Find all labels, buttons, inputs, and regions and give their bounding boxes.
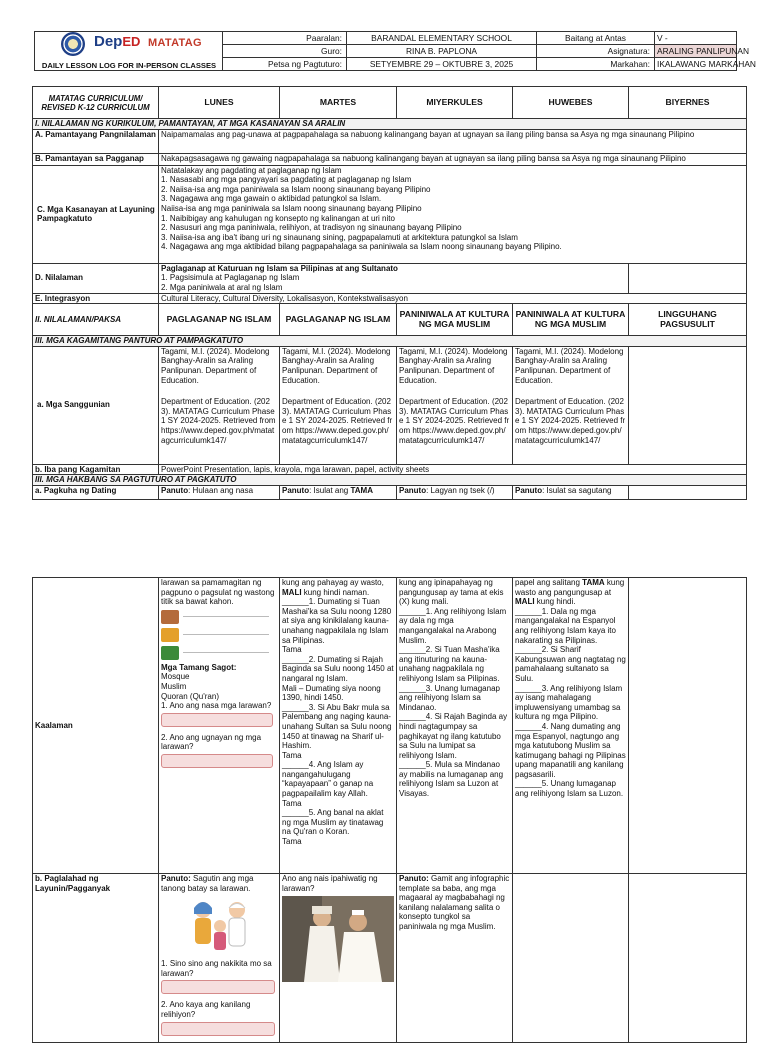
- kaalaman-huwebes-items: ______1. Dala ng mga mangangalakal na Espanyol ang relihiyong Islam kaya ito nakarating sa Pilipinas. ______2. Si Sharif Kabungsuwan ang nagtatag ng pamahalaang sultanato sa Sulu. ______3. Ang relihiyong Islam ay isang mahalagang impluwensiyang umambag sa kultura ng mga Pilipino. ______4. Nang dumating ang mga Espanyol, nagtungo ang mga katutubong Muslim sa katimugang bahagi ng Pilipinas upang mapanatili ang kanilang pagsasarili. ______5. Unang lumaganap ang relihiyong Islam sa Luzon.: [515, 606, 626, 799]
- markahan-label: Markahan:: [537, 58, 655, 71]
- paglalahad-miyerkules-text: Gamit ang infographic template sa baba, ang mga magaaral ay magbabahagi ng kanilang nalalamang salita o konsepto tungkol sa paniniwala ng mga Muslim.: [399, 874, 510, 931]
- sanggunian-huwebes-a: Tagami, M.I. (2024). Modelong Banghay-Aralin sa Araling Panlipunan. Department of Education.: [515, 346, 624, 385]
- col-header-miyerkules: MIYERKULES: [397, 87, 513, 119]
- paaralan-label: Paaralan:: [223, 32, 347, 45]
- mga-tamang-sagot-title: Mga Tamang Sagot:: [161, 662, 237, 672]
- kaalaman-biyernes: [629, 578, 747, 874]
- quran-book-icon: [161, 646, 179, 660]
- answer-box-q1[interactable]: [161, 713, 273, 727]
- kaalaman-miyerkules-instruction: kung ang ipinapahayag ng pangungusap ay tama at ekis (X) kung mali.: [399, 578, 504, 607]
- kaalaman-lunes: [159, 578, 280, 874]
- row-e-text: Cultural Literacy, Cultural Diversity, Lokalisasyon, Kontekstwalisasyon: [159, 293, 747, 304]
- muslim-people-icon: [161, 628, 179, 642]
- paglalahad-miyerkules: [397, 874, 513, 1043]
- row-ii-label: II. NILALAMAN/PAKSA: [33, 304, 159, 336]
- kaalaman-huwebes-instruction: papel ang salitang TAMA kung wasto ang pangungusap at MALI kung hindi.: [515, 578, 625, 607]
- deped-seal-icon: [61, 32, 85, 56]
- kagamitan-label: b. Iba pang Kagamitan: [33, 464, 159, 475]
- dating-martes: Panuto: Isulat ang TAMA: [280, 485, 397, 499]
- header-table: [34, 31, 756, 71]
- markahan-value: IKALAWANG MARKAHAN: [655, 58, 737, 71]
- sanggunian-miyerkules-a: Tagami, M.I. (2024). Modelong Banghay-Aralin sa Araling Panlipunan. Department of Education.: [399, 346, 508, 385]
- col-header-lunes: LUNES: [159, 87, 280, 119]
- deped-logo: DepED: [94, 33, 141, 50]
- paglalahad-martes-text: Ano ang nais ipahiwatig ng larawan?: [282, 874, 378, 893]
- kaalaman-lunes-q1: 1. Ano ang nasa mga larawan?: [161, 701, 272, 711]
- col-header-curriculum: MATATAG CURRICULUM/ REVISED K-12 CURRICULUM: [33, 87, 159, 119]
- section-i-heading: I. NILALAMAN NG KURIKULUM, PAMANTAYAN, AT MGA KASANAYAN SA ARALIN: [33, 119, 747, 130]
- topic-biyernes: LINGGUHANG PAGSUSULIT: [629, 304, 747, 336]
- petsa-label: Petsa ng Pagtuturo:: [223, 58, 347, 71]
- section-iii-heading: III. MGA KAGAMITANG PANTURO AT PAMPAGKATUTO: [33, 336, 747, 347]
- row-b-label: B. Pamantayan sa Pagganap: [33, 153, 159, 165]
- paglalahad-miyerkules-panuto: Panuto:: [399, 874, 429, 883]
- row-d-friday: [629, 263, 747, 293]
- row-a-text: Naipamamalas ang pag-unawa at pagpapahalaga sa nabuong kalinangang bayan at ugnayan sa ilang piling bansa sa Asya ng mga sinaunang Pilipino: [159, 129, 747, 153]
- sanggunian-martes-b: Department of Education. (2023). MATATAG Curriculum Phase 1 SY 2024-2025. Retrieved from https://www.deped.gov.ph/matatagcurriculumk147/: [282, 397, 393, 445]
- topic-martes: PAGLAGANAP NG ISLAM: [280, 304, 397, 336]
- answer-box-relihiyon[interactable]: [161, 1022, 275, 1036]
- dating-lunes: Panuto: Hulaan ang nasa: [159, 485, 280, 499]
- baitang-label: Baitang at Antas: [537, 32, 655, 45]
- logo-cell: [35, 32, 223, 71]
- kaalaman-martes: [280, 578, 397, 874]
- dating-miyerkules: Panuto: Lagyan ng tsek (/): [397, 485, 513, 499]
- row-d-title: Paglaganap at Katuruan ng Islam sa Pilipinas at ang Sultanato: [161, 263, 398, 273]
- page-2: [0, 575, 768, 1024]
- paglalahad-lunes-q1: 1. Sino sino ang nakikita mo sa larawan?: [161, 959, 272, 978]
- paglalahad-lunes: [159, 874, 280, 1043]
- paglalahad-lunes-q2: 2. Ano kaya ang kanilang relihiyon?: [161, 1000, 251, 1019]
- sanggunian-lunes-a: Tagami, M.I. (2024). Modelong Banghay-Aralin sa Araling Panlipunan. Department of Education.: [161, 346, 270, 385]
- dll-title: DAILY LESSON LOG FOR IN-PERSON CLASSES: [41, 61, 217, 70]
- kaalaman-miyerkules-items: ______1. Ang relihiyong Islam ay dala ng mga mangangalakal na Arabong Muslim. ______2. Si Tuan Masha'ika ang itinuturing na kauna-unahang nagpakilala ng relihiyong Islam sa Pilipinas. ______3. Unang lumaganap ang relihiyong Islam sa Mindanao. ______4. Si Rajah Baginda ay hindi nagtagumpay sa paghikayat ng ilang katutubo sa Sulu na lumipat sa relihiyong Islam. ______5. Mula sa Mindanao ay mabilis na lumaganap ang relihiyong Islam sa Luzon at Visayas.: [399, 606, 508, 799]
- dating-label: a. Pagkuha ng Dating: [33, 485, 159, 499]
- col-header-biyernes: BIYERNES: [629, 87, 747, 119]
- mosque-picture-icon: [161, 610, 179, 624]
- kaalaman-lunes-q2: 2. Ano ang ugnayan ng mga larawan?: [161, 732, 262, 752]
- dating-huwebes: Panuto: Isulat sa sagutang: [513, 485, 629, 499]
- row-c-text: Natatalakay ang pagdating at paglaganap ng Islam 1. Nasasabi ang mga pangyayari sa pagdating at paglaganap ng Islam 2. Naiisa-isa ang mga paniniwala sa Islam noong sinaunang bayang Pilipino 3. Nagagawa ang mga gawain o aktibidad patungkol sa Islam. Naiisa-isa ang mga paniniwala sa Islam noong sinaunang bayang Pilipino 1. Naibibigay ang kahulugan ng konsepto ng kalinangan at uri nito 2. Nasusuri ang mga paniniwala, relihiyon, at tradisyon ng sinaunang bayang Pilipino 3. Naiisa-isa ang iba't ibang uri ng sinaunang sining, pagpapalamuti at arkitektura patungkol sa Islam 4. Nagagawa ang mga aktibidad bilang pagpapahalaga sa paniniwala sa Islam noong sinaunang bayang Pilipino.: [159, 165, 747, 263]
- col-header-huwebes: HUWEBES: [513, 87, 629, 119]
- kagamitan-text: PowerPoint Presentation, lapis, krayola, mga larawan, papel, activity sheets: [159, 464, 747, 475]
- logo: [35, 32, 222, 58]
- sanggunian-huwebes-b: Department of Education. (2023). MATATAG Curriculum Phase 1 SY 2024-2025. Retrieved from https://www.deped.gov.ph/matatagcurriculumk147/: [515, 397, 626, 445]
- row-c-label: C. Mga Kasanayan at Layuning Pampagkatuto: [33, 165, 159, 263]
- answer-box-q2[interactable]: [161, 754, 273, 768]
- pope-and-imam-photo: [282, 896, 394, 982]
- sanggunian-label: a. Mga Sanggunian: [33, 346, 159, 464]
- row-d-text: 1. Pagsisimula at Paglaganap ng Islam 2. Mga paniniwala at aral ng Islam: [161, 273, 300, 292]
- asignatura-label: Asignatura:: [537, 45, 655, 58]
- kaalaman-label: Kaalaman: [33, 578, 159, 874]
- topic-lunes: PAGLAGANAP NG ISLAM: [159, 304, 280, 336]
- kaalaman-martes-instruction: kung ang pahayag ay wasto, MALI kung hindi naman.: [282, 578, 384, 597]
- word-puzzle-worksheet: [161, 609, 269, 661]
- topic-huwebes: PANINIWALA AT KULTURA NG MGA MUSLIM: [513, 304, 629, 336]
- row-b-text: Nakapagsasagawa ng gawaing nagpapahalaga sa nabuong kalinangang bayan at ugnayan sa ilang piling bansa sa Asya ng mga sinaunang Pilipino: [159, 153, 747, 165]
- guro-label: Guro:: [223, 45, 347, 58]
- row-d-label: D. Nilalaman: [33, 263, 159, 293]
- matatag-logo: MATATAG: [148, 37, 202, 49]
- paglalahad-lunes-panuto: Panuto:: [161, 874, 191, 883]
- dating-biyernes: [629, 485, 747, 499]
- col-header-martes: MARTES: [280, 87, 397, 119]
- paglalahad-huwebes: [513, 874, 629, 1043]
- section-iv-heading: III. MGA HAKBANG SA PAGTUTURO AT PAGKATUTO: [33, 475, 747, 486]
- kaalaman-martes-items: ______1. Dumating si Tuan Mashai'ka sa Sulu noong 1280 at siya ang kinikilalang kauna-unahang nagpakilala ng Islam sa Pilipinas. Tama ______2. Dumating si Rajah Baginda sa Sulu noong 1450 at nangaral ng Islam. Mali – Dumating siya noong 1390, hindi 1450. ______3. Si Abu Bakr mula sa Palembang ang naging kauna-unahang Sultan sa Sulu noong 1450 at tinawag na Sharif ul-Hashim. Tama ______4. Ang Islam ay nangangahulugang “kapayapaan” o ganap na pagpapailalim kay Allah. Tama ______5. Ang banal na aklat ng mga Muslim ay tinatawag na Qu'ran o Koran. Tama: [282, 597, 394, 847]
- guro-value: RINA B. PAPLONA: [347, 45, 537, 58]
- kaalaman-huwebes: [513, 578, 629, 874]
- sanggunian-martes-a: Tagami, M.I. (2024). Modelong Banghay-Aralin sa Araling Panlipunan. Department of Education.: [282, 346, 391, 385]
- answer-box-sino[interactable]: [161, 980, 275, 994]
- topic-miyerkules: PANINIWALA AT KULTURA NG MGA MUSLIM: [397, 304, 513, 336]
- petsa-value: SETYEMBRE 29 – OKTUBRE 3, 2025: [347, 58, 537, 71]
- kaalaman-lunes-instruction: larawan sa pamamagitan ng pagpuno o pagsulat ng wastong titik sa bawat kahon.: [161, 578, 275, 607]
- muslim-children-illustration: [181, 896, 261, 956]
- sanggunian-lunes-b: Department of Education. (2023). MATATAG Curriculum Phase 1 SY 2024-2025. Retrieved from https://www.deped.gov.ph/matatagcurriculumk147/: [161, 397, 276, 445]
- baitang-value: V -: [655, 32, 737, 45]
- lesson-log-table: [32, 86, 747, 500]
- sanggunian-biyernes: [629, 346, 747, 464]
- row-a-label: A. Pamantayang Pangnilalaman: [33, 129, 159, 153]
- sanggunian-miyerkules-b: Department of Education. (2023). MATATAG Curriculum Phase 1 SY 2024-2025. Retrieved from https://www.deped.gov.ph/matatagcurriculumk147/: [399, 397, 510, 445]
- paglalahad-lunes-text: Sagutin ang mga tanong batay sa larawan.: [161, 874, 254, 893]
- paaralan-value: BARANDAL ELEMENTARY SCHOOL: [347, 32, 537, 45]
- kaalaman-miyerkules: [397, 578, 513, 874]
- asignatura-value: ARALING PANLIPUNAN: [655, 45, 737, 58]
- paglalahad-martes: [280, 874, 397, 1043]
- row-e-label: E. Integrasyon: [33, 293, 159, 304]
- paglalahad-biyernes: [629, 874, 747, 1043]
- paglalahad-label: b. Paglalahad ng Layunin/Pagganyak: [33, 874, 159, 1043]
- lesson-log-table-continued: [32, 577, 747, 1043]
- mga-tamang-sagot-list: Mosque Muslim Quoran (Qu'ran): [161, 672, 219, 701]
